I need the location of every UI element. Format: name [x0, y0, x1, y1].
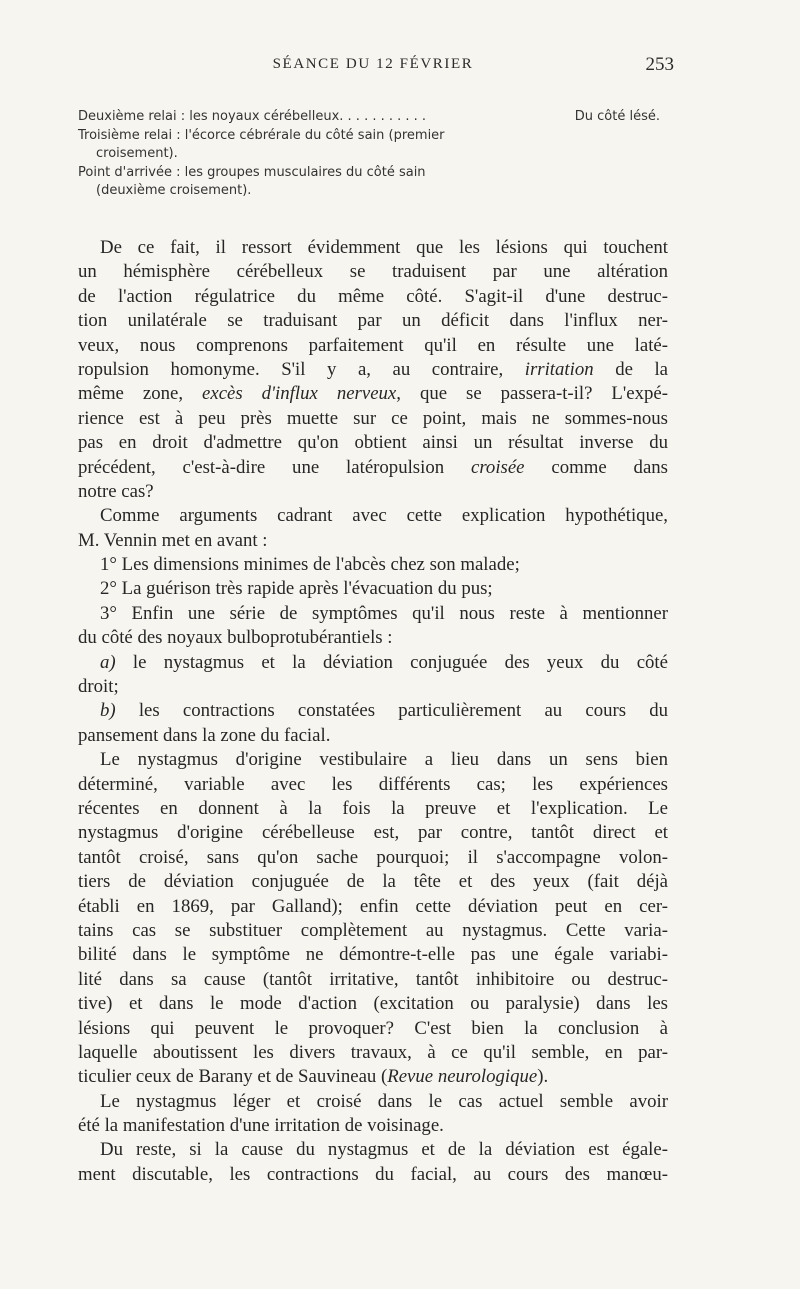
running-head — [78, 54, 674, 80]
text-line: Du reste, si la cause du nystagmus et de la déviation est égale- — [100, 1139, 668, 1161]
text-line: de l'action régulatrice du même côté. S'agit-il d'une destruc- — [78, 285, 668, 307]
note-relay2-text: Deuxième relai : les noyaux cérébelleux. . . . . . . . . . . — [78, 109, 427, 124]
text-line: établi en 1869, par Galland); enfin cette déviation peut en cer- — [78, 895, 668, 917]
text-line-mixed — [78, 358, 668, 382]
list-item: 3° Enfin une série de symptômes qu'il nous reste à mentionner — [100, 602, 668, 624]
text-line: ment discutable, les contractions du facial, au cours des manœu- — [78, 1163, 668, 1185]
text-line: déterminé, variable avec les différents cas; les expériences — [78, 773, 668, 795]
text-line: veux, nous comprenons parfaitement qu'il en résulte une laté- — [78, 334, 668, 356]
item-label: b) — [100, 700, 116, 722]
note-relay3-text: Troisième relai : l'écorce cébrérale du côté sain (premier — [78, 127, 445, 143]
italic-term: excès d'influx nerveux, — [202, 383, 401, 405]
item-label: a) — [100, 651, 116, 673]
note-arrival-cont-text: (deuxième croisement). — [96, 183, 252, 198]
text-line: M. Vennin met en avant : — [78, 529, 268, 551]
note-arrival — [78, 164, 668, 183]
note-relay2-side: Du côté lésé. — [574, 109, 660, 124]
text-line: pansement dans la zone du facial. — [78, 724, 331, 746]
text-line: notre cas? — [78, 480, 154, 502]
text-line: droit; — [78, 676, 119, 698]
text-run: comme dans — [551, 456, 668, 478]
text-line: récentes en donnent à la fois la preuve et l'explication. Le — [78, 797, 668, 819]
text-line: tion unilatérale se traduisant par un déficit dans l'influx ner- — [78, 310, 668, 332]
body-text — [78, 236, 668, 1187]
note-relay3-cont-text: croisement). — [96, 146, 178, 161]
text-line: été la manifestation d'une irritation de voisinage. — [78, 1115, 444, 1137]
list-item: 1° Les dimensions minimes de l'abcès chez son malade; — [100, 554, 520, 576]
text-line: bilité dans le symptôme ne démontre-t-elle pas une égale variabi- — [78, 944, 668, 966]
text-run: les contractions constatées particulièrement au cours du — [138, 700, 668, 722]
text-run: de la — [615, 358, 669, 380]
journal-title: Revue neurologique — [387, 1066, 538, 1088]
text-line: tantôt croisé, sans qu'on sache pourquoi; il s'accompagne volon- — [78, 846, 668, 868]
text-run: que se passera-t-il? L'expé- — [419, 383, 668, 405]
text-line: lésions qui peuvent le provoquer? C'est bien la conclusion à — [78, 1017, 668, 1039]
list-item — [78, 651, 668, 675]
note-arrival-cont — [78, 182, 668, 201]
text-line: lité dans sa cause (tantôt irritative, tantôt inhibitoire ou destruc- — [78, 968, 668, 990]
text-line: un hémisphère cérébelleux se traduisent par une altération — [78, 261, 668, 283]
running-title: SÉANCE DU 12 FÉVRIER — [272, 56, 474, 72]
text-line-mixed — [78, 1065, 668, 1089]
text-line: tive) et dans le mode d'action (excitation ou paralysie) dans les — [78, 993, 668, 1015]
text-line: tiers de déviation conjuguée de la tête et des yeux (fait déjà — [78, 871, 668, 893]
text-line: nystagmus d'origine cérébelleuse est, par contre, tantôt direct et — [78, 822, 668, 844]
note-relay3-cont — [78, 145, 668, 164]
text-run: le nystagmus et la déviation conjuguée des yeux du côté — [132, 651, 668, 673]
book-page — [78, 0, 674, 1289]
page-number: 253 — [645, 54, 674, 75]
note-relay3 — [78, 127, 668, 146]
text-run: ). — [537, 1066, 549, 1088]
italic-term: croisée — [470, 456, 525, 478]
text-line: Le nystagmus d'origine vestibulaire a lieu dans un sens bien — [100, 749, 668, 771]
text-line: du côté des noyaux bulboprotubérantiels : — [78, 627, 393, 649]
text-run: ropulsion homonyme. S'il y a, au contraire, — [78, 358, 504, 380]
text-run: précédent, c'est-à-dire une latéropulsion — [78, 456, 445, 478]
text-line: laquelle aboutissent les divers travaux, à ce qu'il semble, en par- — [78, 1041, 668, 1063]
text-line-mixed — [78, 382, 668, 406]
text-line: Comme arguments cadrant avec cette explication hypothétique, — [100, 505, 668, 527]
text-run: ticulier ceux de Barany et de Sauvineau ( — [78, 1066, 388, 1088]
note-arrival-text: Point d'arrivée : les groupes musculaires du côté sain — [78, 164, 426, 180]
note-relay2 — [78, 108, 668, 127]
text-line: rience est à peu près muette sur ce point, mais ne sommes-nous — [78, 407, 668, 429]
text-line: Le nystagmus léger et croisé dans le cas actuel semble avoir — [100, 1090, 668, 1112]
text-run: même zone, — [78, 383, 184, 405]
italic-term: irritation — [524, 358, 594, 380]
text-line: De ce fait, il ressort évidemment que les lésions qui touchent — [100, 237, 668, 258]
list-item — [78, 699, 668, 723]
text-line: pas en droit d'admettre qu'on obtient ainsi un résultat inverse du — [78, 432, 668, 454]
text-line: tains cas se substituer complètement au nystagmus. Cette varia- — [78, 919, 668, 941]
text-line-mixed — [78, 456, 668, 480]
relay-notes — [78, 108, 668, 201]
list-item: 2° La guérison très rapide après l'évacuation du pus; — [100, 578, 493, 600]
